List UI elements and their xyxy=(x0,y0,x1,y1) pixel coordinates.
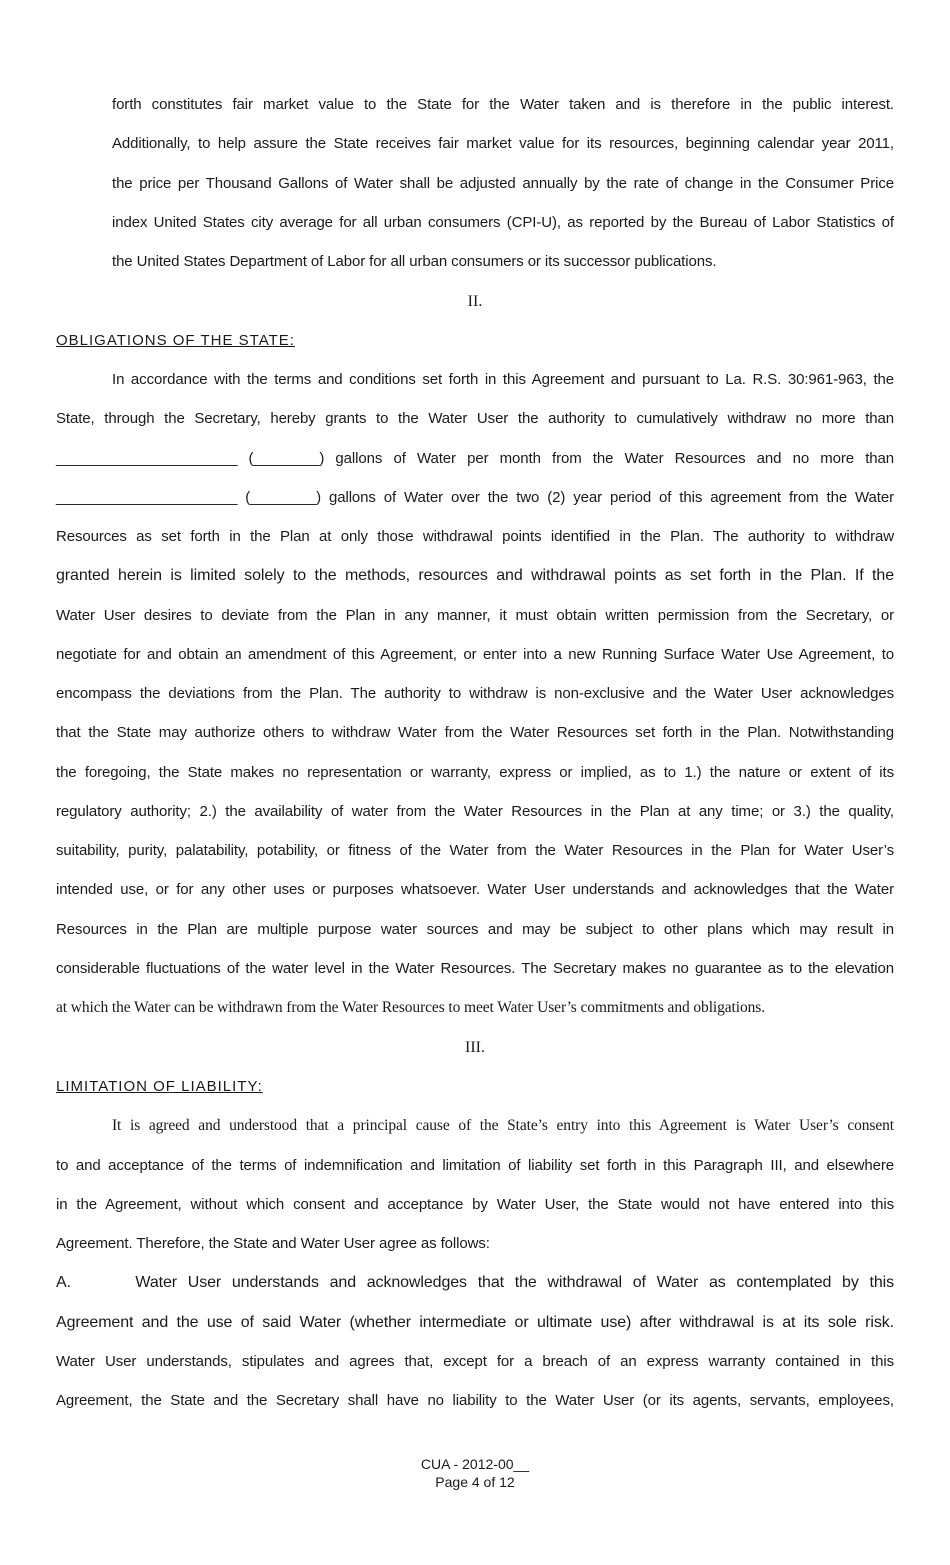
intro-line: the United States Department of Labor for all urban consumers or its successor publications. xyxy=(112,253,717,270)
intro-line: the price per Thousand Gallons of Water shall be adjusted annually by the rate of change in the Consumer Price xyxy=(112,175,894,192)
section-ii-line: suitability, purity, palatability, potability, or fitness of the Water from the Water Resources in the Plan for Water User’s xyxy=(56,842,894,859)
section-ii-line: negotiate for and obtain an amendment of this Agreement, or enter into a new Running Surface Water Use Agreement, to xyxy=(56,646,894,663)
section-ii-line: Water User desires to deviate from the Plan in any manner, it must obtain written permission from the Secretary, or xyxy=(56,607,894,624)
section-ii-line: ______________________ (________) gallons of Water per month from the Water Resources and no more than xyxy=(56,450,894,467)
section-ii-line: the foregoing, the State makes no representation or warranty, express or implied, as to 1.) the nature or extent of its xyxy=(56,764,894,781)
section-iii-line: It is agreed and understood that a principal cause of the State’s entry into this Agreement is Water User’s consent xyxy=(112,1117,894,1134)
section-iii-line: in the Agreement, without which consent and acceptance by Water User, the State would not have entered into this xyxy=(56,1196,894,1213)
section-iii-numeral: III. xyxy=(465,1039,485,1056)
footer-doc-number: CUA - 2012-00__ xyxy=(420,1456,530,1472)
section-ii-line: State, through the Secretary, hereby grants to the Water User the authority to cumulatively withdraw no more than xyxy=(56,410,894,427)
section-ii-line: granted herein is limited solely to the methods, resources and withdrawal points as set forth in the Plan. If the xyxy=(56,567,894,584)
section-iii-line: Water User understands, stipulates and agrees that, except for a breach of an express warranty contained in this xyxy=(56,1353,894,1370)
section-ii-line: ______________________ (________) gallons of Water over the two (2) year period of this agreement from the Water xyxy=(56,489,894,506)
section-ii-line: intended use, or for any other uses or purposes whatsoever. Water User understands and acknowledges that the Water xyxy=(56,881,894,898)
intro-line: forth constitutes fair market value to the State for the Water taken and is therefore in the public interest. xyxy=(112,96,894,113)
section-ii-heading: OBLIGATIONS OF THE STATE: xyxy=(56,332,295,349)
section-iii-heading: LIMITATION OF LIABILITY: xyxy=(56,1078,263,1095)
section-ii-line: at which the Water can be withdrawn from the Water Resources to meet Water User’s commitments and obligations. xyxy=(56,999,765,1016)
section-ii-line: Resources as set forth in the Plan at only those withdrawal points identified in the Plan. The authority to withdraw xyxy=(56,528,894,545)
section-iii-line: A. Water User understands and acknowledges that the withdrawal of Water as contemplated by this xyxy=(56,1274,894,1291)
section-iii-line: Agreement and the use of said Water (whether intermediate or ultimate use) after withdrawal is at its sole risk. xyxy=(56,1314,894,1331)
section-iii-line: to and acceptance of the terms of indemnification and limitation of liability set forth in this Paragraph III, and elsewhere xyxy=(56,1157,894,1174)
footer-page-label: Page 4 of 12 xyxy=(435,1474,515,1490)
intro-line: Additionally, to help assure the State receives fair market value for its resources, beginning calendar year 2011, xyxy=(112,135,894,152)
section-ii-line: considerable fluctuations of the water level in the Water Resources. The Secretary makes no guarantee as to the elevation xyxy=(56,960,894,977)
intro-line: index United States city average for all urban consumers (CPI-U), as reported by the Bureau of Labor Statistics of xyxy=(112,214,894,231)
section-iii-line: Agreement. Therefore, the State and Water User agree as follows: xyxy=(56,1235,490,1252)
section-ii-line: Resources in the Plan are multiple purpose water sources and may be subject to other plans which may result in xyxy=(56,921,894,938)
section-iii-line: Agreement, the State and the Secretary shall have no liability to the Water User (or its agents, servants, employees, xyxy=(56,1392,894,1409)
section-ii-numeral: II. xyxy=(467,293,483,310)
section-ii-line: that the State may authorize others to withdraw Water from the Water Resources set forth in the Plan. Notwithstanding xyxy=(56,724,894,741)
section-ii-line: encompass the deviations from the Plan. The authority to withdraw is non-exclusive and the Water User acknowledges xyxy=(56,685,894,702)
section-ii-line: In accordance with the terms and conditions set forth in this Agreement and pursuant to La. R.S. 30:961-963, the xyxy=(112,371,894,388)
section-ii-line: regulatory authority; 2.) the availability of water from the Water Resources in the Plan at any time; or 3.) the quality, xyxy=(56,803,894,820)
